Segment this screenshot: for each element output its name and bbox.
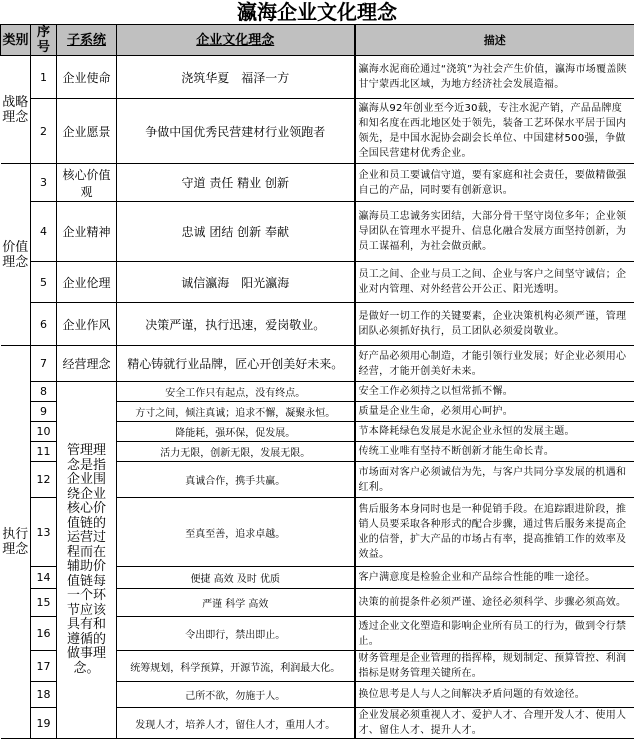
subsystem-cell: 企业愿景 <box>57 99 117 164</box>
table-row <box>1 99 634 164</box>
row-number: 15 <box>31 589 57 617</box>
row-number: 12 <box>31 462 57 498</box>
table-row <box>1 56 634 99</box>
table-row <box>1 202 634 262</box>
subsystem-cell: 企业作风 <box>57 303 117 346</box>
row-number: 18 <box>31 682 57 708</box>
description-cell: 决策的前提条件必须严谨、途径必须科学、步骤必须高效。 <box>355 589 634 617</box>
subsystem-cell: 管理理念是指企业围绕企业核心价值链的运营过程而在辅助价值链每一个环节应该具有和遵循的做事理念。 <box>57 382 117 739</box>
row-number: 1 <box>31 56 57 99</box>
header-concept: 企业文化理念 <box>117 25 355 56</box>
culture-table <box>0 24 634 739</box>
concept-cell: 便捷 高效 及时 优质 <box>117 567 355 589</box>
description-cell: 企业和员工要诚信守道，要有家庭和社会责任，要做精做强自己的产品，同时要有创新意识。 <box>355 164 634 202</box>
row-number: 13 <box>31 498 57 567</box>
concept-cell: 发现人才，培养人才，留住人才，重用人才。 <box>117 708 355 739</box>
concept-cell: 精心铸就行业品牌，匠心开创美好未来。 <box>117 346 355 382</box>
concept-cell: 活力无限，创新无限，发展无限。 <box>117 442 355 462</box>
description-cell: 质量是企业生命，必须用心呵护。 <box>355 402 634 422</box>
concept-cell: 降能耗，强环保，促发展。 <box>117 422 355 442</box>
table-row <box>1 346 634 382</box>
table-row <box>1 262 634 303</box>
category-cell: 执行理念 <box>1 346 31 739</box>
row-number: 5 <box>31 262 57 303</box>
category-cell: 价值理念 <box>1 164 31 346</box>
row-number: 14 <box>31 567 57 589</box>
description-cell: 好产品必须用心制造，才能引领行业发展；好企业必须用心经营，才能开创美好未来。 <box>355 346 634 382</box>
row-number: 3 <box>31 164 57 202</box>
page-title: 瀛海企业文化理念 <box>0 0 634 24</box>
concept-cell: 争做中国优秀民营建材行业领跑者 <box>117 99 355 164</box>
description-cell: 财务管理是企业管理的指挥棒，规划制定、预算管控、利润指标是财务管理关键所在。 <box>355 651 634 682</box>
description-cell: 市场面对客户必须诚信为先，与客户共同分享发展的机遇和红利。 <box>355 462 634 498</box>
description-cell: 瀛海员工忠诚务实团结，大部分骨干坚守岗位多年；企业领导团队在管理水平提升、信息化融合发展方面坚持创新，为员工谋福利，为社会做贡献。 <box>355 202 634 262</box>
concept-cell: 浇筑华夏 福泽一方 <box>117 56 355 99</box>
category-cell: 战略理念 <box>1 56 31 164</box>
description-cell: 售后服务本身同时也是一种促销手段。在追踪跟进阶段，推销人员要采取各种形式的配合步骤，通过售后服务来提高企业的信誉，扩大产品的市场占有率，提高推销工作的效率及效益。 <box>355 498 634 567</box>
row-number: 16 <box>31 617 57 651</box>
concept-cell: 统筹规划，科学预算，开源节流，利润最大化。 <box>117 651 355 682</box>
subsystem-cell: 企业使命 <box>57 56 117 99</box>
row-number: 10 <box>31 422 57 442</box>
header-subsystem: 子系统 <box>57 25 117 56</box>
row-number: 11 <box>31 442 57 462</box>
row-number: 6 <box>31 303 57 346</box>
header-row <box>1 25 634 56</box>
table-row <box>1 164 634 202</box>
table-row <box>1 303 634 346</box>
row-number: 17 <box>31 651 57 682</box>
subsystem-cell: 经营理念 <box>57 346 117 382</box>
concept-cell: 己所不欲，勿施于人。 <box>117 682 355 708</box>
row-number: 4 <box>31 202 57 262</box>
row-number: 19 <box>31 708 57 739</box>
concept-cell: 令出即行，禁出即止。 <box>117 617 355 651</box>
concept-cell: 安全工作只有起点，没有终点。 <box>117 382 355 402</box>
concept-cell: 方寸之间，倾注真诚；追求不懈，凝聚永恒。 <box>117 402 355 422</box>
subsystem-cell: 核心价值观 <box>57 164 117 202</box>
row-number: 8 <box>31 382 57 402</box>
description-cell: 节本降耗绿色发展是水泥企业永恒的发展主题。 <box>355 422 634 442</box>
subsystem-cell: 企业精神 <box>57 202 117 262</box>
description-cell: 瀛海从92年创业至今近30载，专注水泥产销，产品品牌度和知名度在西北地区处于领先，装备工艺环保水平居于国内领先，是中国水泥协会副会长单位、中国建材500强，争做全国民营建材优秀企业。 <box>355 99 634 164</box>
header-description: 描述 <box>355 25 634 56</box>
header-no: 序号 <box>31 25 57 56</box>
description-cell: 安全工作必须持之以恒常抓不懈。 <box>355 382 634 402</box>
concept-cell: 至真至善，追求卓越。 <box>117 498 355 567</box>
header-category: 类别 <box>1 25 31 56</box>
subsystem-cell: 企业伦理 <box>57 262 117 303</box>
row-number: 7 <box>31 346 57 382</box>
row-number: 2 <box>31 99 57 164</box>
table-row <box>1 382 634 402</box>
concept-cell: 决策严谨，执行迅速，爱岗敬业。 <box>117 303 355 346</box>
description-cell: 换位思考是人与人之间解决矛盾问题的有效途径。 <box>355 682 634 708</box>
concept-cell: 守道 责任 精业 创新 <box>117 164 355 202</box>
concept-cell: 忠诚 团结 创新 奉献 <box>117 202 355 262</box>
description-cell: 是做好一切工作的关键要素，企业决策机构必须严谨，管理团队必须抓好执行，员工团队必须爱岗敬业。 <box>355 303 634 346</box>
concept-cell: 诚信瀛海 阳光瀛海 <box>117 262 355 303</box>
description-cell: 透过企业文化塑造和影响企业所有员工的行为，做到令行禁止。 <box>355 617 634 651</box>
description-cell: 传统工业唯有坚持不断创新才能生命长青。 <box>355 442 634 462</box>
description-cell: 员工之间、企业与员工之间、企业与客户之间坚守诚信；企业对内管理、对外经营公开公正、阳光透明。 <box>355 262 634 303</box>
concept-cell: 严谨 科学 高效 <box>117 589 355 617</box>
description-cell: 客户满意度是检验企业和产品综合性能的唯一途径。 <box>355 567 634 589</box>
description-cell: 瀛海水泥商砼通过“浇筑”为社会产生价值，瀛海市场覆盖陕甘宁蒙西北区域，为地方经济社会发展造福。 <box>355 56 634 99</box>
row-number: 9 <box>31 402 57 422</box>
concept-cell: 真诚合作，携手共赢。 <box>117 462 355 498</box>
description-cell: 企业发展必须重视人才、爱护人才、合理开发人才、使用人才、留住人才、提升人才。 <box>355 708 634 739</box>
